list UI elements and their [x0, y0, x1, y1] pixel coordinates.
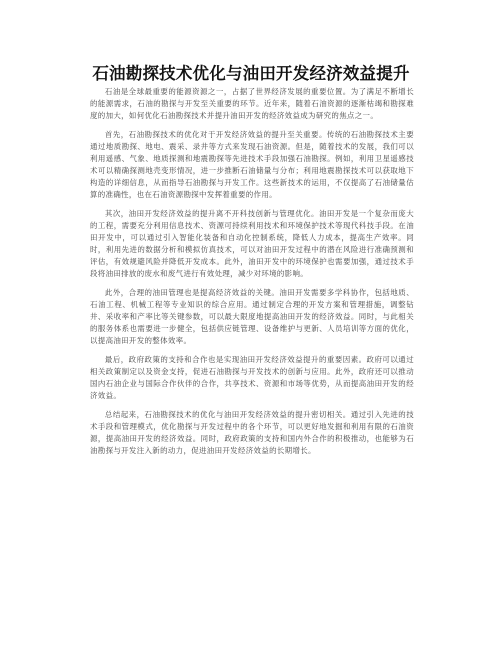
- paragraph-conclusion: 总结起来，石油勘探技术的优化与油田开发经济效益的提升密切相关。通过引入先进的技术手段和管理模式，优化勘探与开发过程中的各个环节，可以更好地发掘和利用有限的石油资源，提高油田开发的经济效益。同时，政府政策的支持和国内外合作的积极推动，也能够为石油勘探与开发注入新的动力，促进油田开发经济效益的长期增长。: [90, 410, 414, 455]
- paragraph-oilfield-management: 此外，合理的油田管理也是提高经济效益的关键。油田开发需要多学科协作，包括地质、石油工程、机械工程等专业知识的综合应用。通过制定合理的开发方案和管理措施，调整钻井、采收率和产率比等关键参数，可以最大限度地提高油田开发的经济效益。同时，与此相关的服务体系也需要进一步健全，包括供应链管理、设备维护与更新、人员培训等方面的优化，以提高油田开发的整体效率。: [90, 288, 414, 345]
- paragraph-exploration-tech: 首先，石油勘探技术的优化对于开发经济效益的提升至关重要。传统的石油勘探技术主要通过地质勘探、地电、震采、录井等方式来发现石油资源。但是，随着技术的发展，我们可以利用遥感、气象、地质探测和地震勘探等先进技术手段加强石油勘探。例如，利用卫星遥感技术可以精确探测地壳变形情况，进一步推断石油储量与分布；利用地震勘探技术可以获取地下构造的详细信息，从而指导石油勘探与开发工作。这些新技术的运用，不仅提高了石油储量估算的准确性，也在石油资源勘探中发挥着重要的作用。: [90, 130, 414, 199]
- document-title: 石油勘探技术优化与油田开发经济效益提升: [92, 64, 410, 83]
- document-body: [90, 86, 414, 464]
- paragraph-innovation-management: 其次，油田开发经济效益的提升离不开科技创新与管理优化。油田开发是一个复杂而庞大的工程，需要充分利用信息技术、资源可持续利用技术和环境保护技术等现代科技手段。在油田开发中，可以通过引入智能化装备和自动化控制系统，降低人力成本，提高生产效率。同时，利用先进的数据分析和模拟仿真技术，可以对油田开发过程中的潜在风险进行准确预测和评估，有效规避风险并降低开发成本。此外，油田开发中的环境保护也需要加强，通过技术手段将油田排放的废水和废气进行有效处理，减少对环境的影响。: [90, 209, 414, 278]
- paragraph-intro: 石油是全球最重要的能源资源之一，占据了世界经济发展的重要位置。为了满足不断增长的能源需求，石油的勘探与开发至关重要的环节。近年来，随着石油资源的逐渐枯竭和勘探难度的加大，如何优化石油勘探技术并提升油田开发的经济效益成为研究的焦点之一。: [90, 87, 414, 120]
- paragraph-government-policy: 最后，政府政策的支持和合作也是实现油田开发经济效益提升的重要因素。政府可以通过相关政策制定以及资金支持，促进石油勘探与开发技术的创新与应用。此外，政府还可以推动国内石油企业与国际合作伙伴的合作，共享技术、资源和市场等优势，从而提高油田开发的经济效益。: [90, 355, 414, 400]
